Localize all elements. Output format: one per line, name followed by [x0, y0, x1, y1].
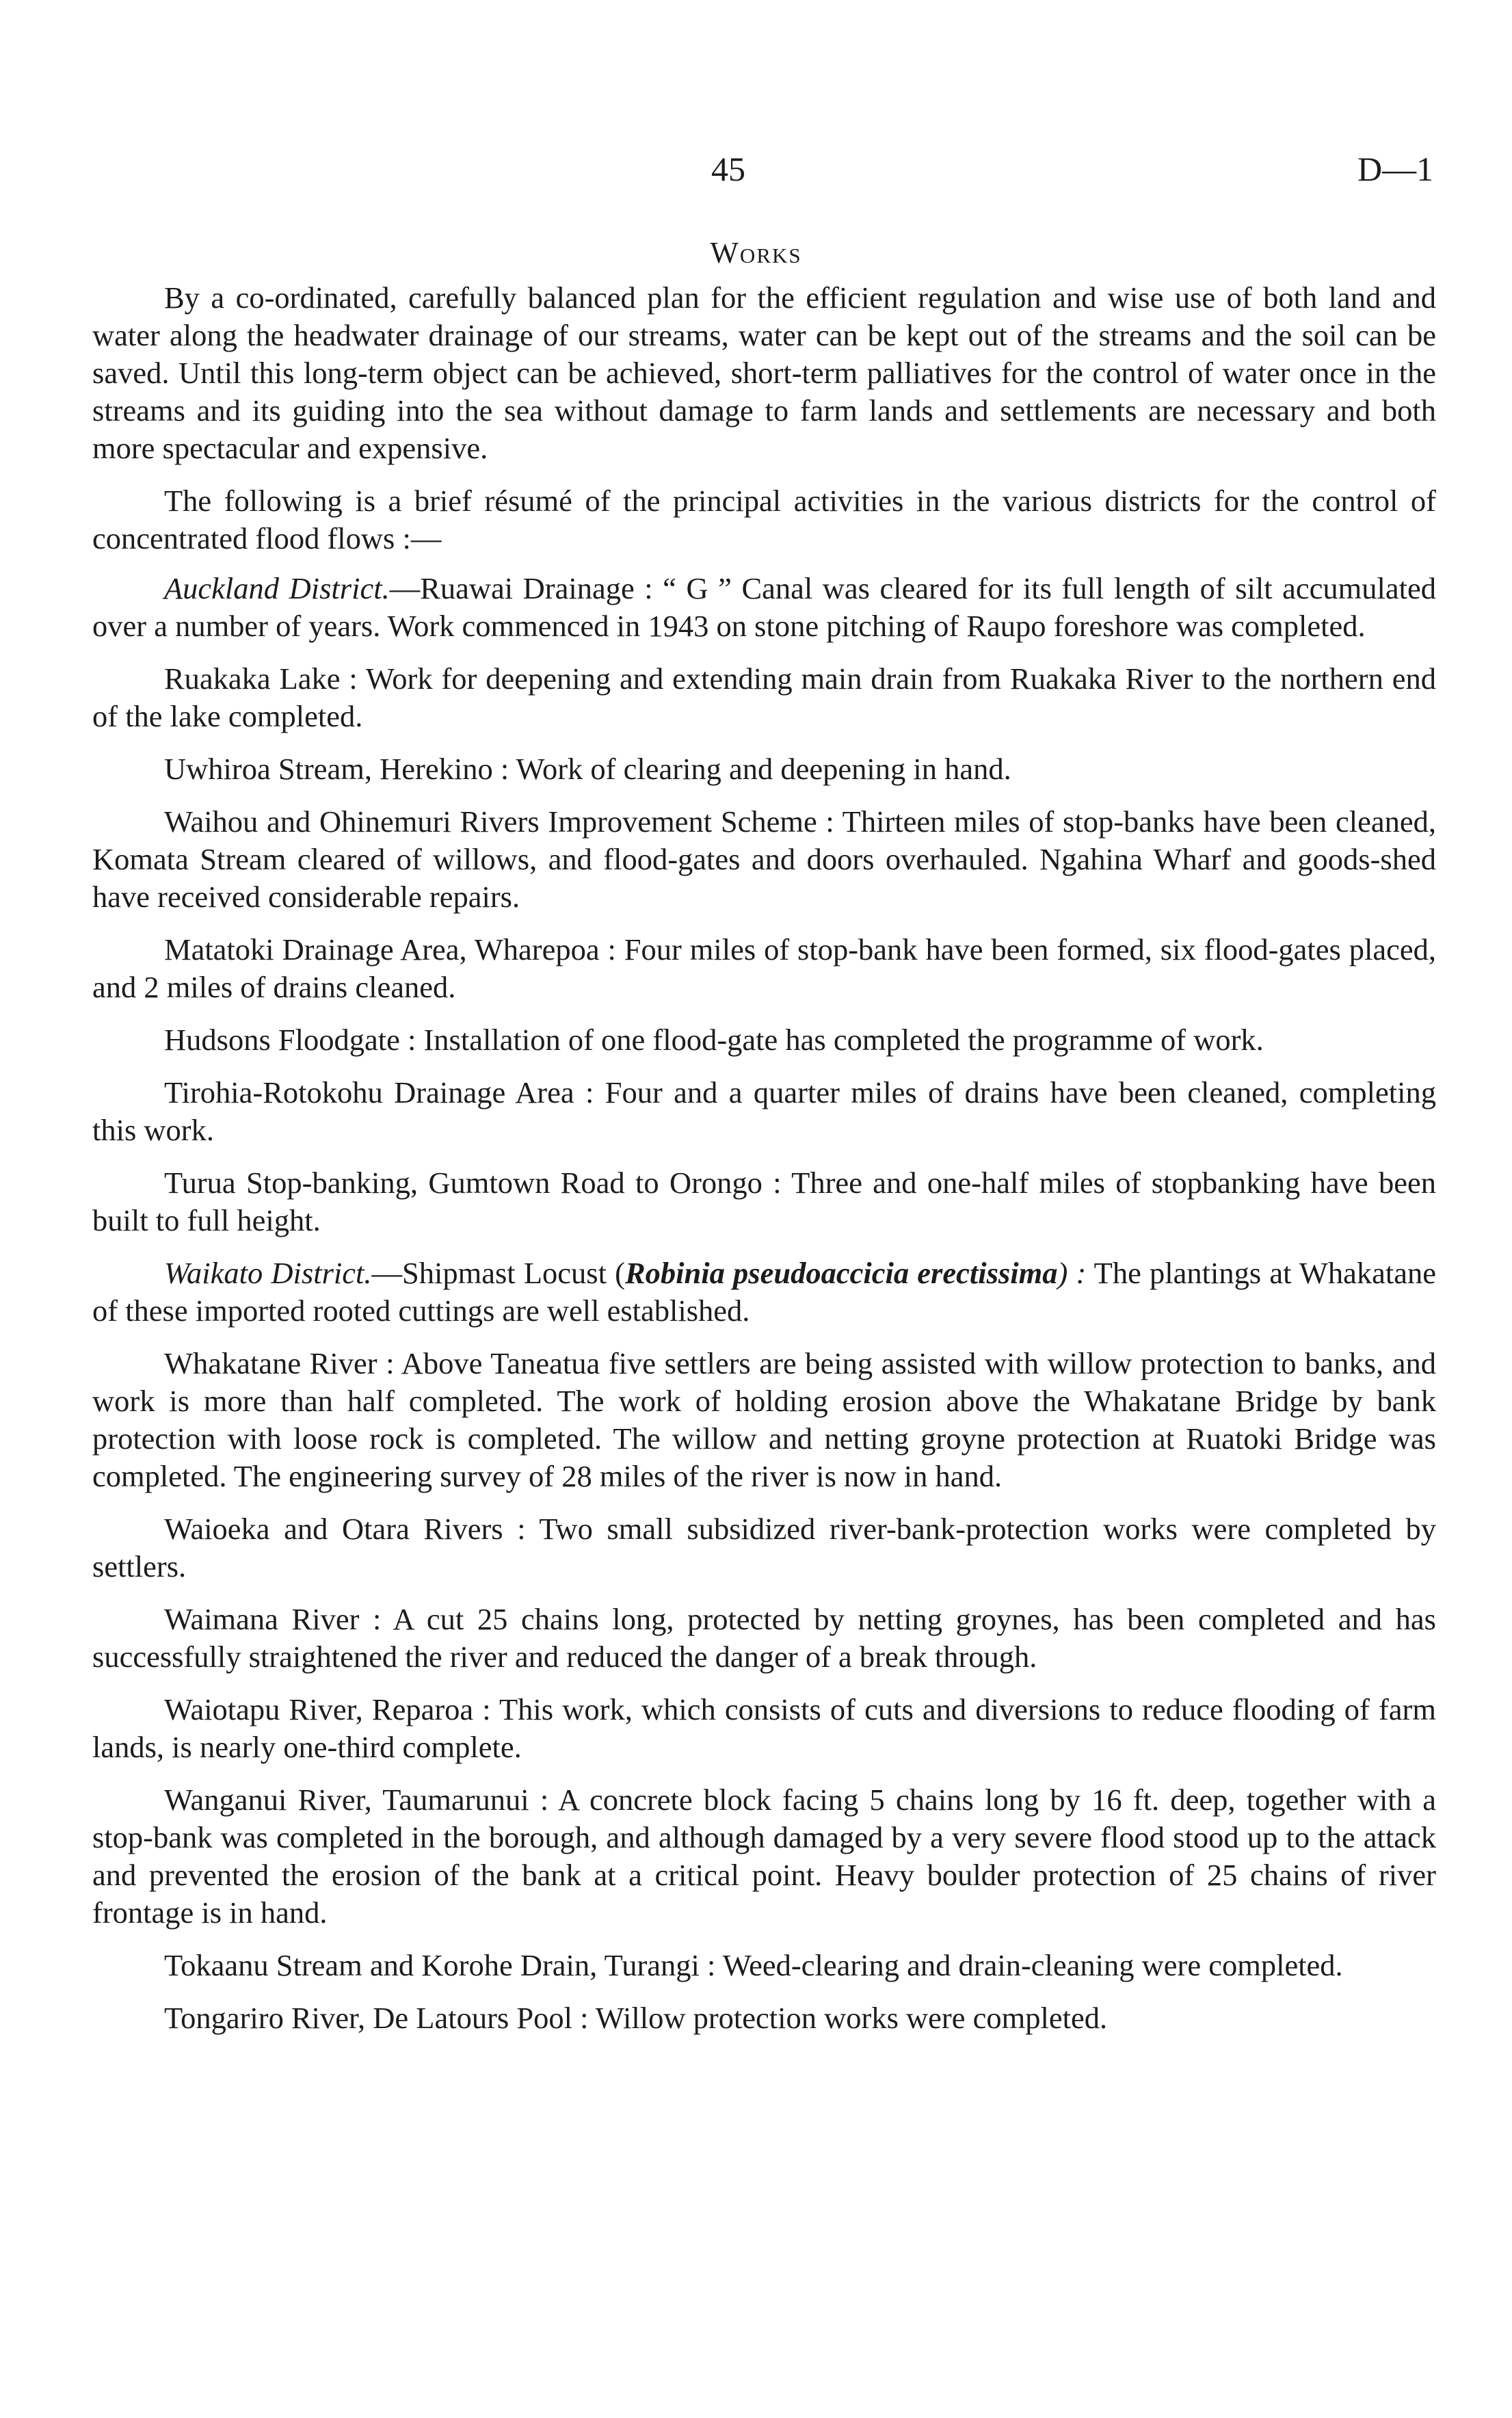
paragraph-tirohia-rotokohu: Tirohia-Rotokohu Drainage Area : Four and a quarter miles of drains have been cleaned, completing this work. — [92, 1075, 1436, 1147]
district-heading: Auckland District. — [164, 571, 390, 605]
paragraph-ruakaka-lake: Ruakaka Lake : Work for deepening and extending main drain from Ruakaka River to the northern end of the lake completed. — [92, 661, 1436, 733]
paragraph-matatoki-drainage: Matatoki Drainage Area, Wharepoa : Four miles of stop-bank have been formed, six flood-gates placed, and 2 miles of drains cleaned. — [92, 932, 1436, 1004]
body-text — [92, 279, 1436, 2052]
paragraph-tongariro-river: Tongariro River, De Latours Pool : Willow protection works were completed. — [164, 2001, 1108, 2035]
paragraph-auckland-district — [92, 570, 1436, 645]
paragraph-waikato-district — [92, 1254, 1436, 1330]
district-heading: Waikato District. — [164, 1256, 372, 1290]
paragraph-intro: By a co-ordinated, carefully balanced plan for the efficient regulation and wise use of both land and water along the headwater drainage of our streams, water can be kept out of the streams and the soil can be saved. Until this long-term object can be achieved, short-term palliatives for the control of water once in the streams and its guiding into the sea without damage to farm lands and settlements are necessary and both more spectacular and expensive. — [92, 280, 1436, 465]
paragraph-waiotapu-river: Waiotapu River, Reparoa : This work, which consists of cuts and diversions to reduce flooding of farm lands, is nearly one-third complete. — [92, 1692, 1436, 1764]
paragraph-wanganui-river: Wanganui River, Taumarunui : A concrete block facing 5 chains long by 16 ft. deep, together with a stop-bank was completed in the borough, and although damaged by a very severe flood stood up to the attack and prevented the erosion of the bank at a critical point. Heavy boulder protection of 25 chains of river frontage is in hand. — [92, 1783, 1436, 1930]
page-number: 45 — [711, 150, 745, 188]
paragraph-uwhiroa-stream: Uwhiroa Stream, Herekino : Work of clearing and deepening in hand. — [164, 752, 1011, 786]
paragraph-text: —Ruawai Drainage : “ G ” Canal was cleared for its full length of silt accumulated over a number of years. Work commenced in 1943 on stone pitching of Raupo foreshore was completed. — [92, 571, 1437, 643]
section-title: Works — [710, 236, 802, 270]
paragraph-hudsons-floodgate: Hudsons Floodgate : Installation of one flood-gate has completed the programme of work. — [164, 1023, 1264, 1057]
paragraph-tokaanu-stream: Tokaanu Stream and Korohe Drain, Turangi : Weed-clearing and drain-cleaning were completed. — [164, 1948, 1343, 1982]
report-code: D—1 — [1357, 150, 1434, 188]
paragraph-turua-stopbanking: Turua Stop-banking, Gumtown Road to Orongo : Three and one-half miles of stopbanking have been built to full height. — [92, 1166, 1436, 1237]
paragraph-summary: The following is a brief résumé of the principal activities in the various districts for the control of concentrated flood flows :— — [92, 484, 1436, 555]
paragraph-text: The plantings at Whakatane of these imported rooted cuttings are well established. — [92, 1256, 1436, 1328]
species-close: ) : — [1057, 1256, 1087, 1290]
paragraph-text: —Shipmast Locust ( — [371, 1256, 625, 1290]
species-name: Robinia pseudoaccicia erectissima — [624, 1256, 1058, 1290]
paragraph-waihou-ohinemuri: Waihou and Ohinemuri Rivers Improvement Scheme : Thirteen miles of stop-banks have been cleaned, Komata Stream cleared of willows, and flood-gates and doors overhauled. Ngahina Wharf and goods-shed have received considerable repairs. — [92, 804, 1436, 914]
paragraph-whakatane-river: Whakatane River : Above Taneatua five settlers are being assisted with willow protection to banks, and work is more than half completed. The work of holding erosion above the Whakatane Bridge by bank protection with loose rock is completed. The willow and netting groyne protection at Ruatoki Bridge was completed. The engineering survey of 28 miles of the river is now in hand. — [92, 1346, 1436, 1493]
paragraph-waioeka-otara: Waioeka and Otara Rivers : Two small subsidized river-bank-protection works were completed by settlers. — [92, 1512, 1436, 1583]
paragraph-waimana-river: Waimana River : A cut 25 chains long, protected by netting groynes, has been completed and has successfully straightened the river and reduced the danger of a break through. — [92, 1602, 1436, 1674]
